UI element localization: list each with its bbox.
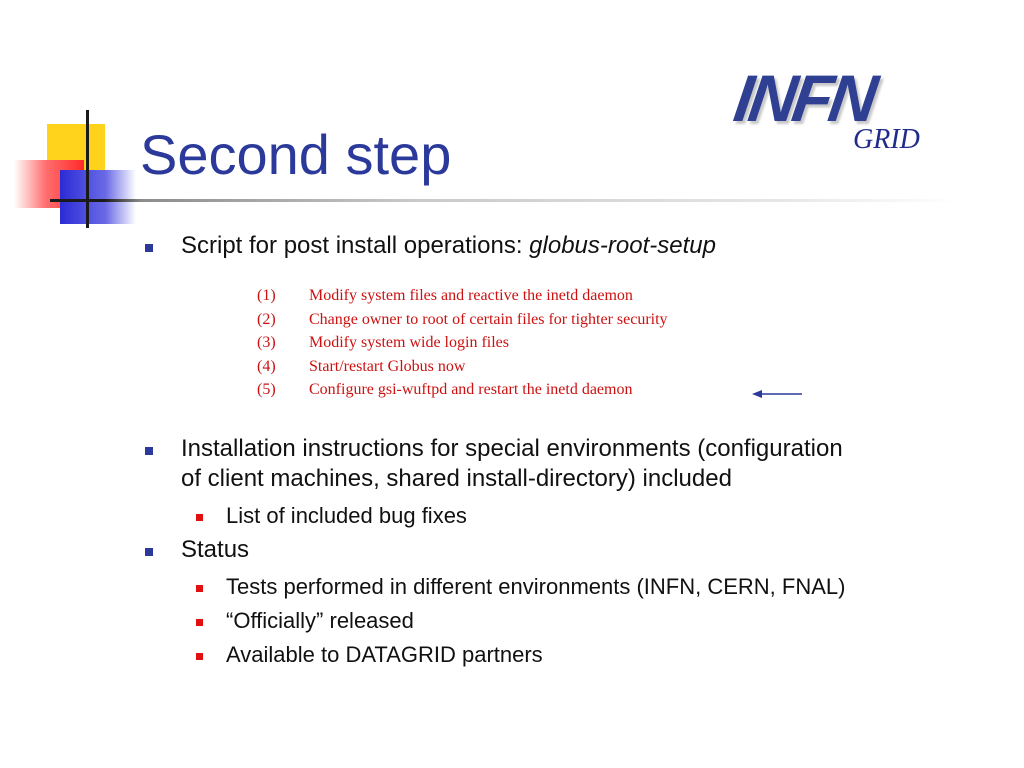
infn-grid-logo	[729, 60, 945, 170]
sub-bullet-marker	[196, 653, 203, 660]
step-item	[257, 331, 668, 355]
step-item	[257, 355, 668, 379]
sub-bullet-status-item: “Officially” released	[226, 608, 414, 633]
sub-bullet-marker	[196, 585, 203, 592]
step-number: (3)	[257, 334, 276, 351]
logo-sub-text: GRID	[853, 124, 920, 155]
step-text: Configure gsi-wuftpd and restart the inetd daemon	[309, 381, 633, 398]
sub-bullet-status-item: Tests performed in different environments (INFN, CERN, FNAL)	[226, 574, 846, 599]
bullet-script-text: Script for post install operations:	[181, 232, 530, 259]
title-underline	[50, 199, 960, 202]
bullet-status: Status	[181, 536, 250, 563]
sub-bullet-bug-fixes: List of included bug fixes	[226, 503, 467, 528]
bullet-marker	[145, 447, 153, 455]
bullet-marker	[145, 548, 153, 556]
step-item	[257, 308, 668, 332]
step-text: Modify system files and reactive the inetd daemon	[309, 287, 633, 304]
step-number: (4)	[257, 357, 276, 375]
step-number: (2)	[257, 310, 276, 328]
step-number: (1)	[257, 287, 276, 304]
sub-bullet-marker	[196, 619, 203, 626]
step-item	[257, 284, 668, 308]
logo-main-text: INFN	[729, 61, 879, 135]
step-list	[257, 284, 668, 402]
step-item	[257, 378, 668, 402]
left-arrow-icon	[752, 387, 804, 401]
bullet-install-line2: of client machines, shared install-directory) included	[181, 465, 732, 492]
blue-square	[60, 170, 136, 224]
bullet-install-line1: Installation instructions for special environments (configuration	[181, 435, 843, 462]
step-text: Start/restart Globus now	[309, 357, 466, 375]
vertical-rule	[86, 110, 89, 228]
sub-bullet-status-item: Available to DATAGRID partners	[226, 642, 543, 667]
corner-decoration	[0, 0, 160, 240]
sub-bullet-marker	[196, 514, 203, 521]
bullet-script	[181, 231, 716, 261]
step-number: (5)	[257, 381, 276, 398]
step-text: Change owner to root of certain files for tighter security	[309, 310, 668, 328]
script-name: globus-root-setup	[529, 232, 716, 259]
bullet-marker	[145, 244, 153, 252]
step-text: Modify system wide login files	[309, 334, 509, 351]
slide-title: Second step	[140, 123, 452, 186]
